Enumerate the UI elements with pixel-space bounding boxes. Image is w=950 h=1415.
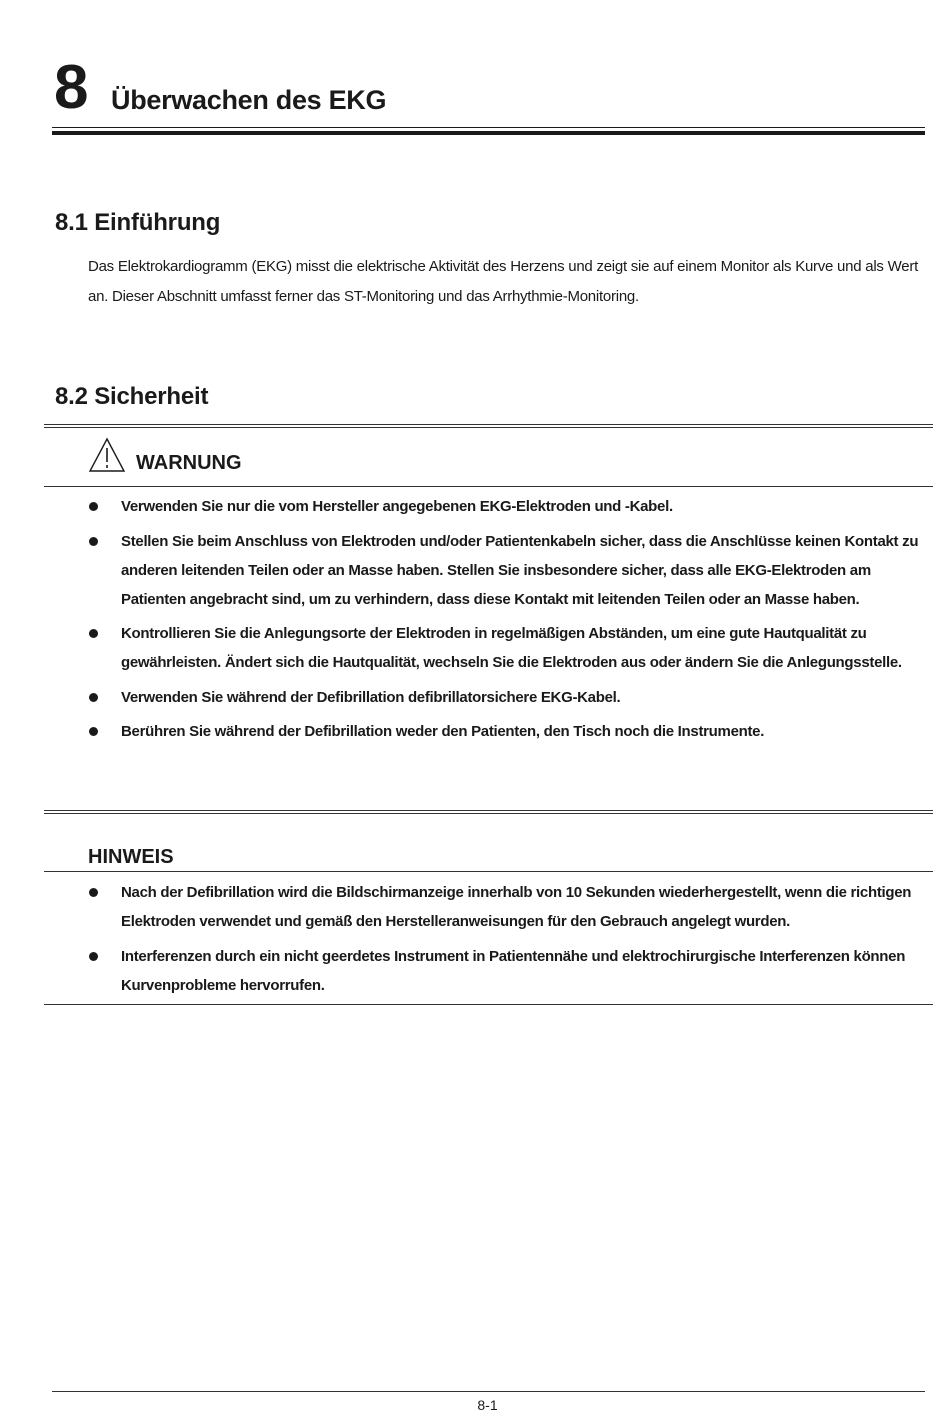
- bullet-icon: [89, 952, 98, 961]
- bullet-icon: [89, 537, 98, 546]
- bullet-icon: [89, 502, 98, 511]
- list-item: [88, 683, 928, 712]
- note-item-text: Interferenzen durch ein nicht geerdetes Instrument in Patientennähe und elektrochirurgische Interferenzen können Kurvenprobleme hervorrufen.: [121, 947, 906, 994]
- list-item: [88, 492, 928, 521]
- warning-item-text: Berühren Sie während der Defibrillation weder den Patienten, den Tisch noch die Instrumente.: [121, 723, 765, 740]
- chapter-rule-thick: [52, 131, 925, 135]
- bullet-icon: [89, 888, 98, 897]
- warning-label: WARNUNG: [136, 452, 242, 474]
- chapter-rule-thin: [52, 127, 925, 128]
- page-number: 8-1: [477, 1397, 498, 1413]
- bullet-icon: [89, 629, 98, 638]
- warning-triangle-icon: [88, 437, 126, 473]
- warning-item-text: Verwenden Sie während der Defibrillation defibrillatorsichere EKG-Kabel.: [121, 688, 621, 706]
- note-box-bottom-rule: [44, 1004, 933, 1005]
- warning-box-top-rule: [44, 424, 933, 428]
- warning-item-text: Stellen Sie beim Anschluss von Elektroden und/oder Patientenkabeln sicher, dass die Anschlüsse keinen Kontakt zu anderen leitenden Teilen oder an Masse haben. Stellen Sie insbesondere sicher, dass alle EKG-Elektroden am Patienten angebracht sind, um zu verhindern, dass diese Kontakt mit leitenden Teilen oder an Masse haben.: [121, 532, 919, 608]
- chapter-header: [52, 52, 925, 122]
- list-item: [88, 717, 928, 746]
- note-header-rule: [44, 871, 933, 872]
- note-item-text: Nach der Defibrillation wird die Bildschirmanzeige innerhalb von 10 Sekunden wiederhergestellt, wenn die richtigen Elektroden verwendet und gemäß den Herstelleranweisungen für den Gebrauch angelegt wurden.: [121, 884, 912, 930]
- list-item: [88, 619, 928, 677]
- warning-item-text: Kontrollieren Sie die Anlegungsorte der Elektroden in regelmäßigen Abständen, um eine gute Hautqualität zu gewährleisten. Ändert sich die Hautqualität, wechseln Sie die Elektroden aus oder ändern Sie die Anlegungsstelle.: [121, 625, 902, 671]
- list-item: [88, 527, 928, 614]
- warning-list: [88, 492, 928, 752]
- section-heading-safety: 8.2 Sicherheit: [55, 383, 209, 410]
- bullet-icon: [89, 727, 98, 736]
- warning-header-rule: [44, 486, 933, 487]
- chapter-number: 8: [54, 53, 89, 122]
- chapter-title: Überwachen des EKG: [111, 85, 387, 115]
- warning-item-text: Verwenden Sie nur die vom Hersteller angegebenen EKG-Elektroden und -Kabel.: [121, 498, 673, 515]
- bullet-icon: [89, 693, 98, 702]
- intro-paragraph: Das Elektrokardiogramm (EKG) misst die elektrische Aktivität des Herzens und zeigt sie auf einem Monitor als Kurve und als Wert an. Dieser Abschnitt umfasst ferner das ST-Monitoring und das Arrhythmie-Monitoring.: [88, 258, 918, 305]
- footer-rule: [52, 1391, 925, 1392]
- note-label: HINWEIS: [88, 846, 174, 868]
- list-item: [88, 942, 928, 1000]
- warning-box-bottom-rule: [44, 810, 933, 814]
- section-heading-introduction: 8.1 Einführung: [55, 209, 221, 236]
- note-list: [88, 878, 928, 1005]
- list-item: [88, 878, 928, 936]
